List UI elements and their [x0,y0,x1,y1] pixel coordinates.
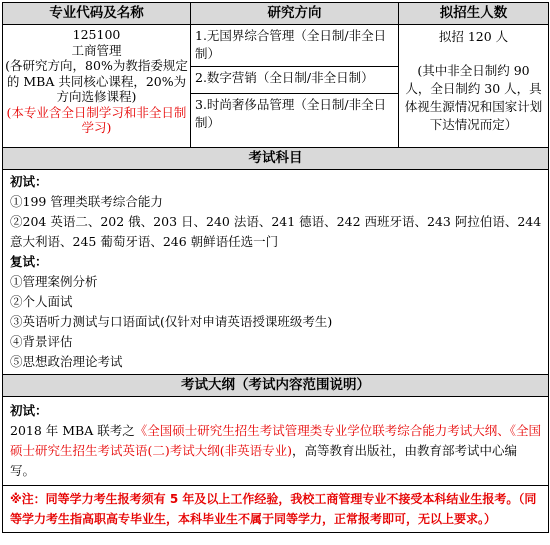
table-header-row [3,3,549,25]
enrollment-note: (其中非全日制约 90 人，全日制约 30 人，具体视生源情况和国家计划下达情况而定） [404,63,543,132]
syllabus-title: 考试大纲（考试内容范围说明） [3,375,549,397]
notice-text: ※注：同等学力考生报考须有 5 年及以上工作经验，我校工商管理专业不接受本科结业生报考。（同等学力考生指高职高专毕业生，本科毕业生不属于同等学力，正常报考即可，无以上要求。） [3,486,549,533]
directions-cell [191,25,399,148]
initial-exam-label: 初试： [10,174,48,189]
direction-item: 2.数字营销（全日制/非全日制） [191,67,398,94]
notice-row [3,486,549,533]
syllabus-initial-label: 初试： [10,403,48,418]
retest-label: 复试： [10,254,48,269]
header-research-direction: 研究方向 [191,3,399,25]
direction-item: 3.时尚奢侈品管理（全日制/非全日制） [195,97,387,130]
retest-item: ③英语听力测试与口语面试(仅针对申请英语授课班级考生) [10,314,333,329]
enrollment-total: 拟招 120 人 [438,29,509,44]
retest-item: ①管理案例分析 [10,274,98,289]
header-program-code: 专业代码及名称 [3,3,191,25]
admissions-table [2,2,549,533]
program-cell [3,25,191,148]
program-description: (各研究方向，80%为教指委规定的 MBA 共同核心课程，20%为方向选修课程) [5,58,188,104]
program-code: 125100 [72,27,121,42]
exam-subjects-row [3,170,549,375]
program-red-note: (本专业含全日制学习和非全日制学习) [6,104,187,135]
retest-item: ⑤思想政治理论考试 [10,354,123,369]
syllabus-row [3,397,549,486]
syllabus-prefix: 2018 年 MBA 联考之 [10,423,135,438]
program-row [3,25,549,148]
syllabus-cell [3,397,549,486]
header-enrollment: 拟招生人数 [399,3,549,25]
enrollment-cell [399,25,549,148]
program-name: 工商管理 [71,42,122,58]
initial-exam-item: ①199 管理类联考综合能力 [10,194,163,209]
syllabus-text [10,421,542,481]
retest-item: ②个人面试 [10,294,73,309]
exam-subjects-title-row [3,148,549,170]
initial-exam-item: ②204 英语二、202 俄、203 日、240 法语、241 德语、242 西班牙语、243 阿拉伯语、244 意大利语、245 葡萄牙语、246 朝鲜语任选一门 [10,214,542,249]
direction-item: 1.无国界综合管理（全日制/非全日制） [191,25,398,67]
exam-subjects-title: 考试科目 [3,148,549,170]
exam-subjects-cell [3,170,549,375]
retest-item: ④背景评估 [10,334,73,349]
syllabus-suffix: ，高等教育出版社，由教育部考试中心编写。 [10,443,518,478]
syllabus-title-row [3,375,549,397]
syllabus-red-text: 《全国硕士研究生招生考试管理类专业学位联考综合能力考试大纲、《全国硕士研究生招生考试英语(二)考试大纲(非英语专业) [10,423,542,458]
